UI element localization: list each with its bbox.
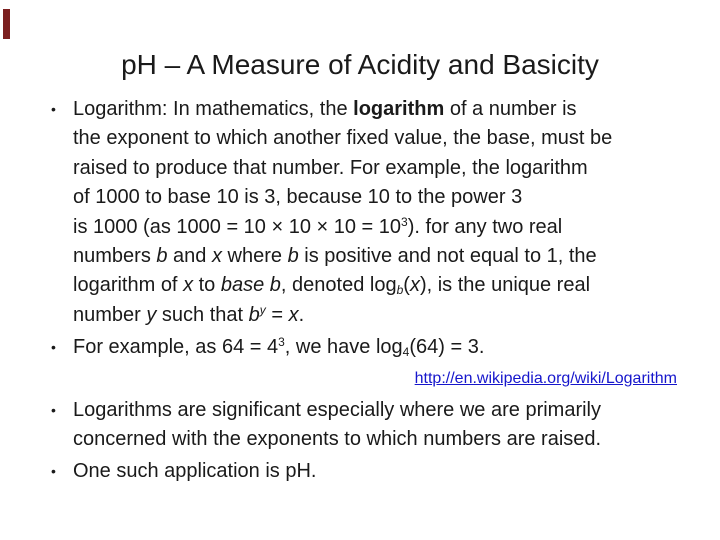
bullet-text — [73, 333, 677, 362]
bullet-item — [51, 95, 677, 330]
text-run: y — [146, 303, 157, 326]
bullet-marker: • — [51, 339, 56, 356]
text-run: x — [288, 303, 299, 326]
bullet-text — [73, 95, 677, 330]
text-run: ( — [403, 274, 410, 297]
text-run: the exponent to which another fixed value, the base, must be — [73, 127, 613, 150]
text-run: . — [298, 303, 305, 326]
bullet-marker: • — [51, 463, 56, 480]
text-run: b — [248, 303, 260, 326]
bullet-marker: • — [51, 101, 56, 117]
text-run: is positive and not equal to 1, the — [298, 245, 597, 268]
text-run: 3 — [278, 335, 285, 350]
text-run: b — [156, 245, 168, 268]
text-run: concerned with the exponents to which numbers are raised. — [73, 428, 602, 451]
text-run: 4 — [402, 345, 410, 360]
text-run: of 1000 to base 10 is 3, because 10 to the power 3 — [73, 186, 523, 209]
text-run: b — [396, 283, 404, 298]
text-run: ). for any two real — [407, 215, 563, 238]
text-run: Logarithm: In mathematics, the — [73, 98, 354, 120]
text-run: b — [287, 245, 299, 268]
text-run: and — [167, 245, 212, 268]
text-run: base b — [220, 274, 281, 297]
bullet-text — [73, 457, 677, 486]
text-run: number — [73, 303, 147, 326]
text-run: where — [221, 245, 288, 268]
text-run: numbers — [73, 245, 157, 268]
text-run: x — [183, 274, 194, 297]
bullet-marker: • — [51, 401, 56, 418]
text-run: ), is the unique real — [419, 274, 591, 297]
bullet-item — [51, 333, 677, 362]
text-run: Logarithms are significant especially where we are primarily — [73, 398, 601, 421]
slide-title: pH – A Measure of Acidity and Basicity — [121, 49, 599, 80]
bullet-item — [51, 457, 677, 486]
text-run: to — [193, 274, 221, 297]
bullet-text — [73, 396, 677, 455]
slide-body — [51, 95, 677, 489]
text-run: such that — [156, 303, 249, 326]
text-run: logarithm of — [73, 274, 184, 297]
link-line — [51, 368, 677, 390]
text-run: 3 — [401, 214, 408, 229]
text-run: (64) = 3. — [409, 336, 485, 359]
text-run: For example, as 64 = 4 — [73, 336, 279, 359]
text-run: One such application is pH. — [73, 460, 317, 483]
text-run: , denoted log — [280, 274, 397, 297]
bullet-item — [51, 396, 677, 455]
text-run: is 1000 (as 1000 = 10 × 10 × 10 = 10 — [73, 215, 402, 238]
text-run: x — [409, 274, 420, 297]
text-run: of a number is — [444, 98, 577, 120]
text-run: , we have log — [284, 336, 403, 359]
text-run: raised to produce that number. For example, the logarithm — [73, 156, 588, 179]
wikipedia-link[interactable]: http://en.wikipedia.org/wiki/Logarithm — [414, 369, 677, 387]
text-run: = — [265, 303, 289, 326]
text-run: y — [259, 302, 266, 317]
text-run: x — [211, 245, 222, 268]
accent-bar — [3, 9, 10, 39]
text-run: logarithm — [353, 98, 445, 120]
